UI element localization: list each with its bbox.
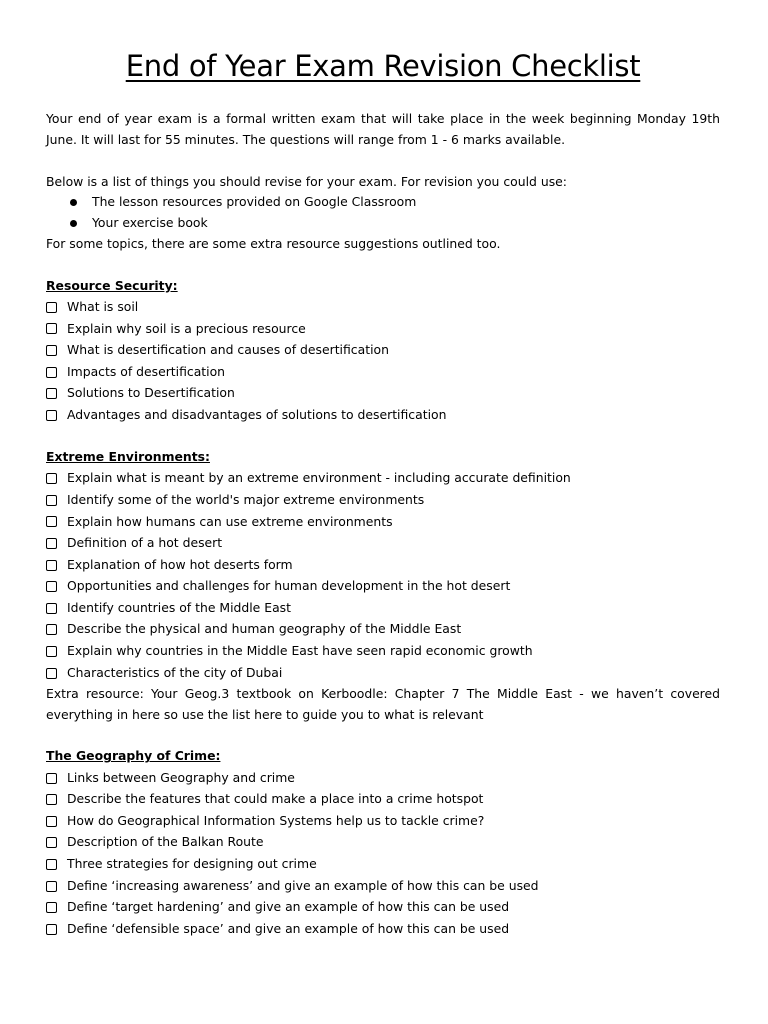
checklist-item-label: Identify some of the world's major extreme environments [67, 491, 425, 507]
checkbox[interactable] [46, 345, 57, 356]
checklist-item [46, 810, 720, 832]
checklist-item [46, 383, 720, 405]
checklist-item [46, 361, 720, 383]
checkbox[interactable] [46, 581, 57, 592]
section-heading: The Geography of Crime: [46, 748, 221, 764]
checklist-item-label: Describe the physical and human geography of the Middle East [67, 621, 462, 637]
checklist-item-label: What is desertification and causes of desertification [67, 342, 389, 358]
section-geography-of-crime [46, 746, 720, 940]
checklist-item-label: Describe the features that could make a place into a crime hotspot [67, 791, 484, 807]
checkbox[interactable] [46, 538, 57, 549]
revision-lead: Below is a list of things you should revise for your exam. For revision you could use: [46, 173, 567, 189]
checklist [46, 468, 720, 684]
checkbox[interactable] [46, 603, 57, 614]
checkbox[interactable] [46, 323, 57, 334]
checklist-item-label: What is soil [67, 298, 139, 314]
section-heading: Extreme Environments: [46, 449, 210, 465]
checklist-item-label: Explain why soil is a precious resource [67, 320, 306, 336]
checklist-item [46, 318, 720, 340]
checklist-item-label: Identify countries of the Middle East [67, 599, 291, 615]
checkbox[interactable] [46, 495, 57, 506]
checkbox[interactable] [46, 516, 57, 527]
checkbox[interactable] [46, 881, 57, 892]
bullet-item-text: Your exercise book [92, 215, 208, 231]
checkbox[interactable] [46, 410, 57, 421]
intro-paragraph: Your end of year exam is a formal written exam that will take place in the week beginning Monday 19th June. It will last for 55 minutes. The questions will range from 1 - 6 marks available. [46, 111, 720, 147]
checklist [46, 297, 720, 427]
bullet-item [70, 192, 720, 213]
checklist-item-label: Opportunities and challenges for human development in the hot desert [67, 578, 511, 594]
checkbox[interactable] [46, 388, 57, 399]
section-extreme-environments [46, 447, 720, 725]
revision-bullet-list [46, 192, 720, 234]
checklist-item [46, 918, 720, 940]
bullet-item [70, 213, 720, 234]
checklist-item [46, 490, 720, 512]
checklist-item [46, 554, 720, 576]
checkbox[interactable] [46, 560, 57, 571]
section-heading: Resource Security: [46, 277, 178, 293]
checklist-item-label: Three strategies for designing out crime [67, 856, 317, 872]
checklist-item [46, 297, 720, 319]
checklist-item-label: Define ‘defensible space’ and give an example of how this can be used [67, 920, 510, 936]
section-resource-security [46, 276, 720, 426]
checkbox[interactable] [46, 837, 57, 848]
checklist-item [46, 598, 720, 620]
checklist-item [46, 875, 720, 897]
checklist-item [46, 533, 720, 555]
checklist-item-label: Explain how humans can use extreme environments [67, 513, 393, 529]
checklist-item-label: Impacts of desertification [67, 363, 226, 379]
page-title: End of Year Exam Revision Checklist [125, 49, 641, 83]
checklist-item-label: Characteristics of the city of Dubai [67, 664, 283, 680]
checklist-item [46, 576, 720, 598]
checklist-item [46, 511, 720, 533]
checklist-item-label: Links between Geography and crime [67, 769, 295, 785]
checklist-item-label: How do Geographical Information Systems help us to tackle crime? [67, 812, 485, 828]
checklist-item [46, 340, 720, 362]
checklist-item [46, 854, 720, 876]
checklist-item-label: Definition of a hot desert [67, 535, 223, 551]
checklist-item [46, 767, 720, 789]
checkbox[interactable] [46, 902, 57, 913]
checkbox[interactable] [46, 773, 57, 784]
checklist-item [46, 897, 720, 919]
checklist-item [46, 619, 720, 641]
checklist-item-label: Explanation of how hot deserts form [67, 556, 293, 572]
bullet-item-text: The lesson resources provided on Google Classroom [92, 194, 417, 210]
checkbox[interactable] [46, 473, 57, 484]
checkbox[interactable] [46, 624, 57, 635]
checklist-item [46, 832, 720, 854]
checklist-item-label: Solutions to Desertification [67, 385, 235, 401]
checkbox[interactable] [46, 794, 57, 805]
checklist-item-label: Explain what is meant by an extreme environment - including accurate definition [67, 470, 571, 486]
spacer [46, 255, 720, 276]
checkbox[interactable] [46, 924, 57, 935]
revision-note: For some topics, there are some extra resource suggestions outlined too. [46, 235, 501, 251]
checklist-item-label: Define ‘increasing awareness’ and give an example of how this can be used [67, 877, 539, 893]
checkbox[interactable] [46, 816, 57, 827]
spacer [46, 426, 720, 447]
checklist-item-label: Explain why countries in the Middle East have seen rapid economic growth [67, 643, 533, 659]
checklist-item-label: Advantages and disadvantages of solutions to desertification [67, 406, 447, 422]
bullet-dot-icon [70, 199, 77, 206]
checklist-item [46, 468, 720, 490]
checkbox[interactable] [46, 646, 57, 657]
checkbox[interactable] [46, 302, 57, 313]
extra-resource-note: Extra resource: Your Geog.3 textbook on Kerboodle: Chapter 7 The Middle East - we haven’t covered everything in here so use the list here to guide you to what is relevant [46, 685, 720, 722]
checklist-item [46, 662, 720, 684]
checklist-item [46, 641, 720, 663]
checklist-item [46, 405, 720, 427]
checkbox[interactable] [46, 668, 57, 679]
checklist-item-label: Description of the Balkan Route [67, 834, 264, 850]
checkbox[interactable] [46, 859, 57, 870]
checklist-item [46, 789, 720, 811]
checklist-item-label: Define ‘target hardening’ and give an example of how this can be used [67, 899, 510, 915]
checkbox[interactable] [46, 367, 57, 378]
checklist [46, 767, 720, 940]
bullet-dot-icon [70, 220, 77, 227]
